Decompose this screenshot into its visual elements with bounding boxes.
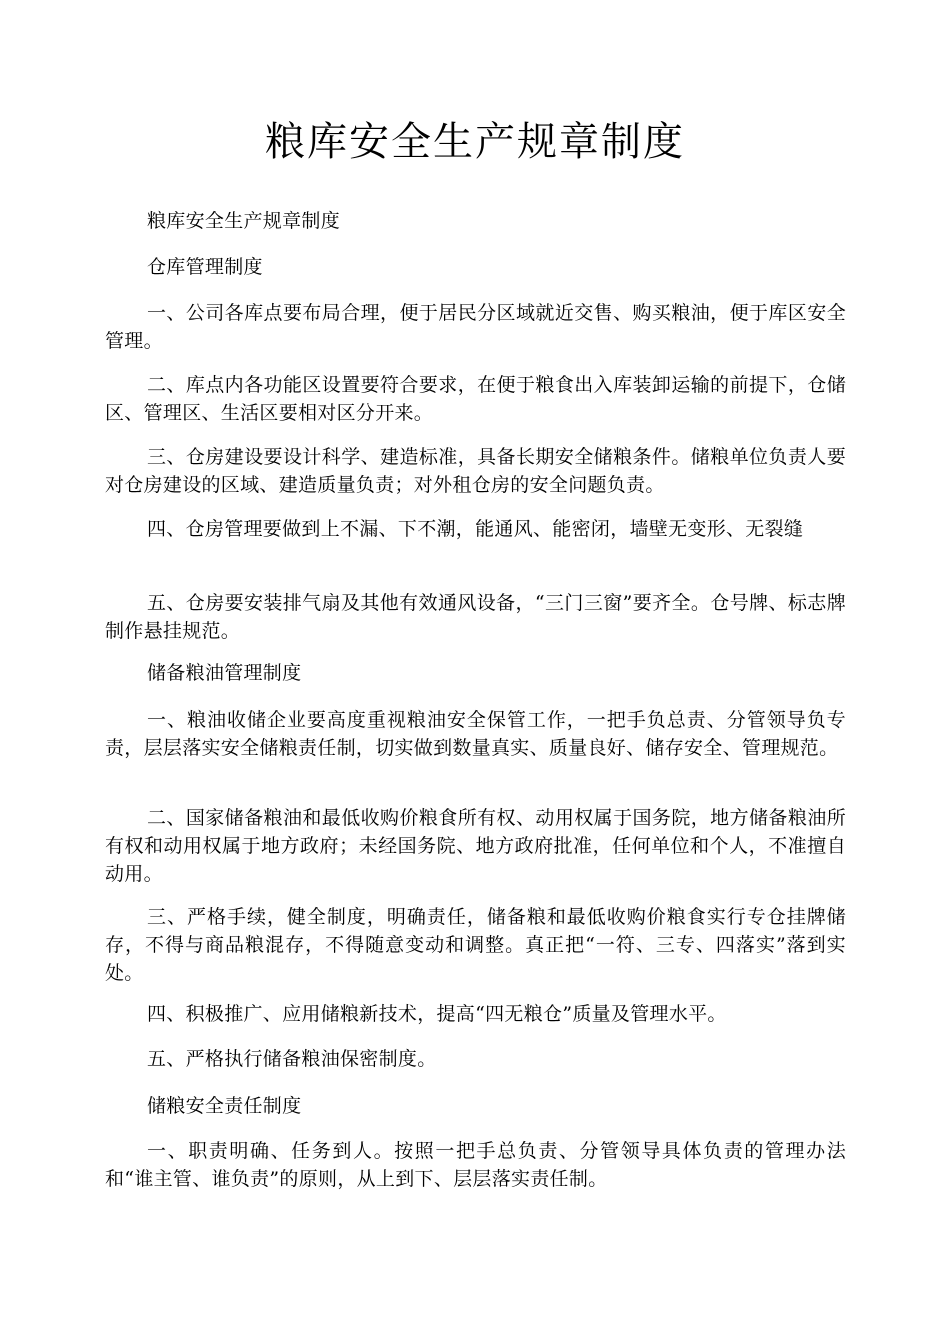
paragraph: 一、粮油收储企业要高度重视粮油安全保管工作，一把手负总责、分管领导负专责，层层落实安全储粮责任制，切实做到数量真实、质量良好、储存安全、管理规范。 <box>105 709 846 759</box>
paragraph: 二、国家储备粮油和最低收购价粮食所有权、动用权属于国务院，地方储备粮油所有权和动用权属于地方政府；未经国务院、地方政府批准，任何单位和个人，不准擅自动用。 <box>105 807 846 885</box>
paragraph-subtitle: 粮库安全生产规章制度 <box>147 210 341 232</box>
paragraph: 四、仓房管理要做到上不漏、下不潮，能通风、能密闭，墙壁无变形、无裂缝 <box>147 518 804 540</box>
paragraph: 一、职责明确、任务到人。按照一把手总负责、分管领导具体负责的管理办法和“谁主管、谁负责”的原则，从上到下、层层落实责任制。 <box>105 1140 846 1190</box>
document-title: 粮库安全生产规章制度 <box>265 119 685 165</box>
paragraph: 三、严格手续，健全制度，明确责任，储备粮和最低收购价粮食实行专仓挂牌储存，不得与商品粮混存，不得随意变动和调整。真正把“一符、三专、四落实”落到实处。 <box>105 906 846 984</box>
section-heading-reserve: 储备粮油管理制度 <box>147 662 302 684</box>
paragraph: 二、库点内各功能区设置要符合要求，在便于粮食出入库装卸运输的前提下，仓储区、管理区、生活区要相对区分开来。 <box>105 374 846 424</box>
paragraph: 四、积极推广、应用储粮新技术，提高“四无粮仓”质量及管理水平。 <box>147 1003 727 1025</box>
section-heading-responsibility: 储粮安全责任制度 <box>147 1095 302 1117</box>
section-heading-warehouse: 仓库管理制度 <box>147 256 263 278</box>
paragraph: 三、仓房建设要设计科学、建造标准，具备长期安全储粮条件。储粮单位负责人要对仓房建设的区域、建造质量负责；对外租仓房的安全问题负责。 <box>105 446 846 496</box>
paragraph: 五、仓房要安装排气扇及其他有效通风设备，“三门三窗”要齐全。仓号牌、标志牌制作悬挂规范。 <box>105 592 846 642</box>
paragraph: 一、公司各库点要布局合理，便于居民分区域就近交售、购买粮油，便于库区安全管理。 <box>105 302 846 352</box>
paragraph: 五、严格执行储备粮油保密制度。 <box>147 1048 437 1070</box>
